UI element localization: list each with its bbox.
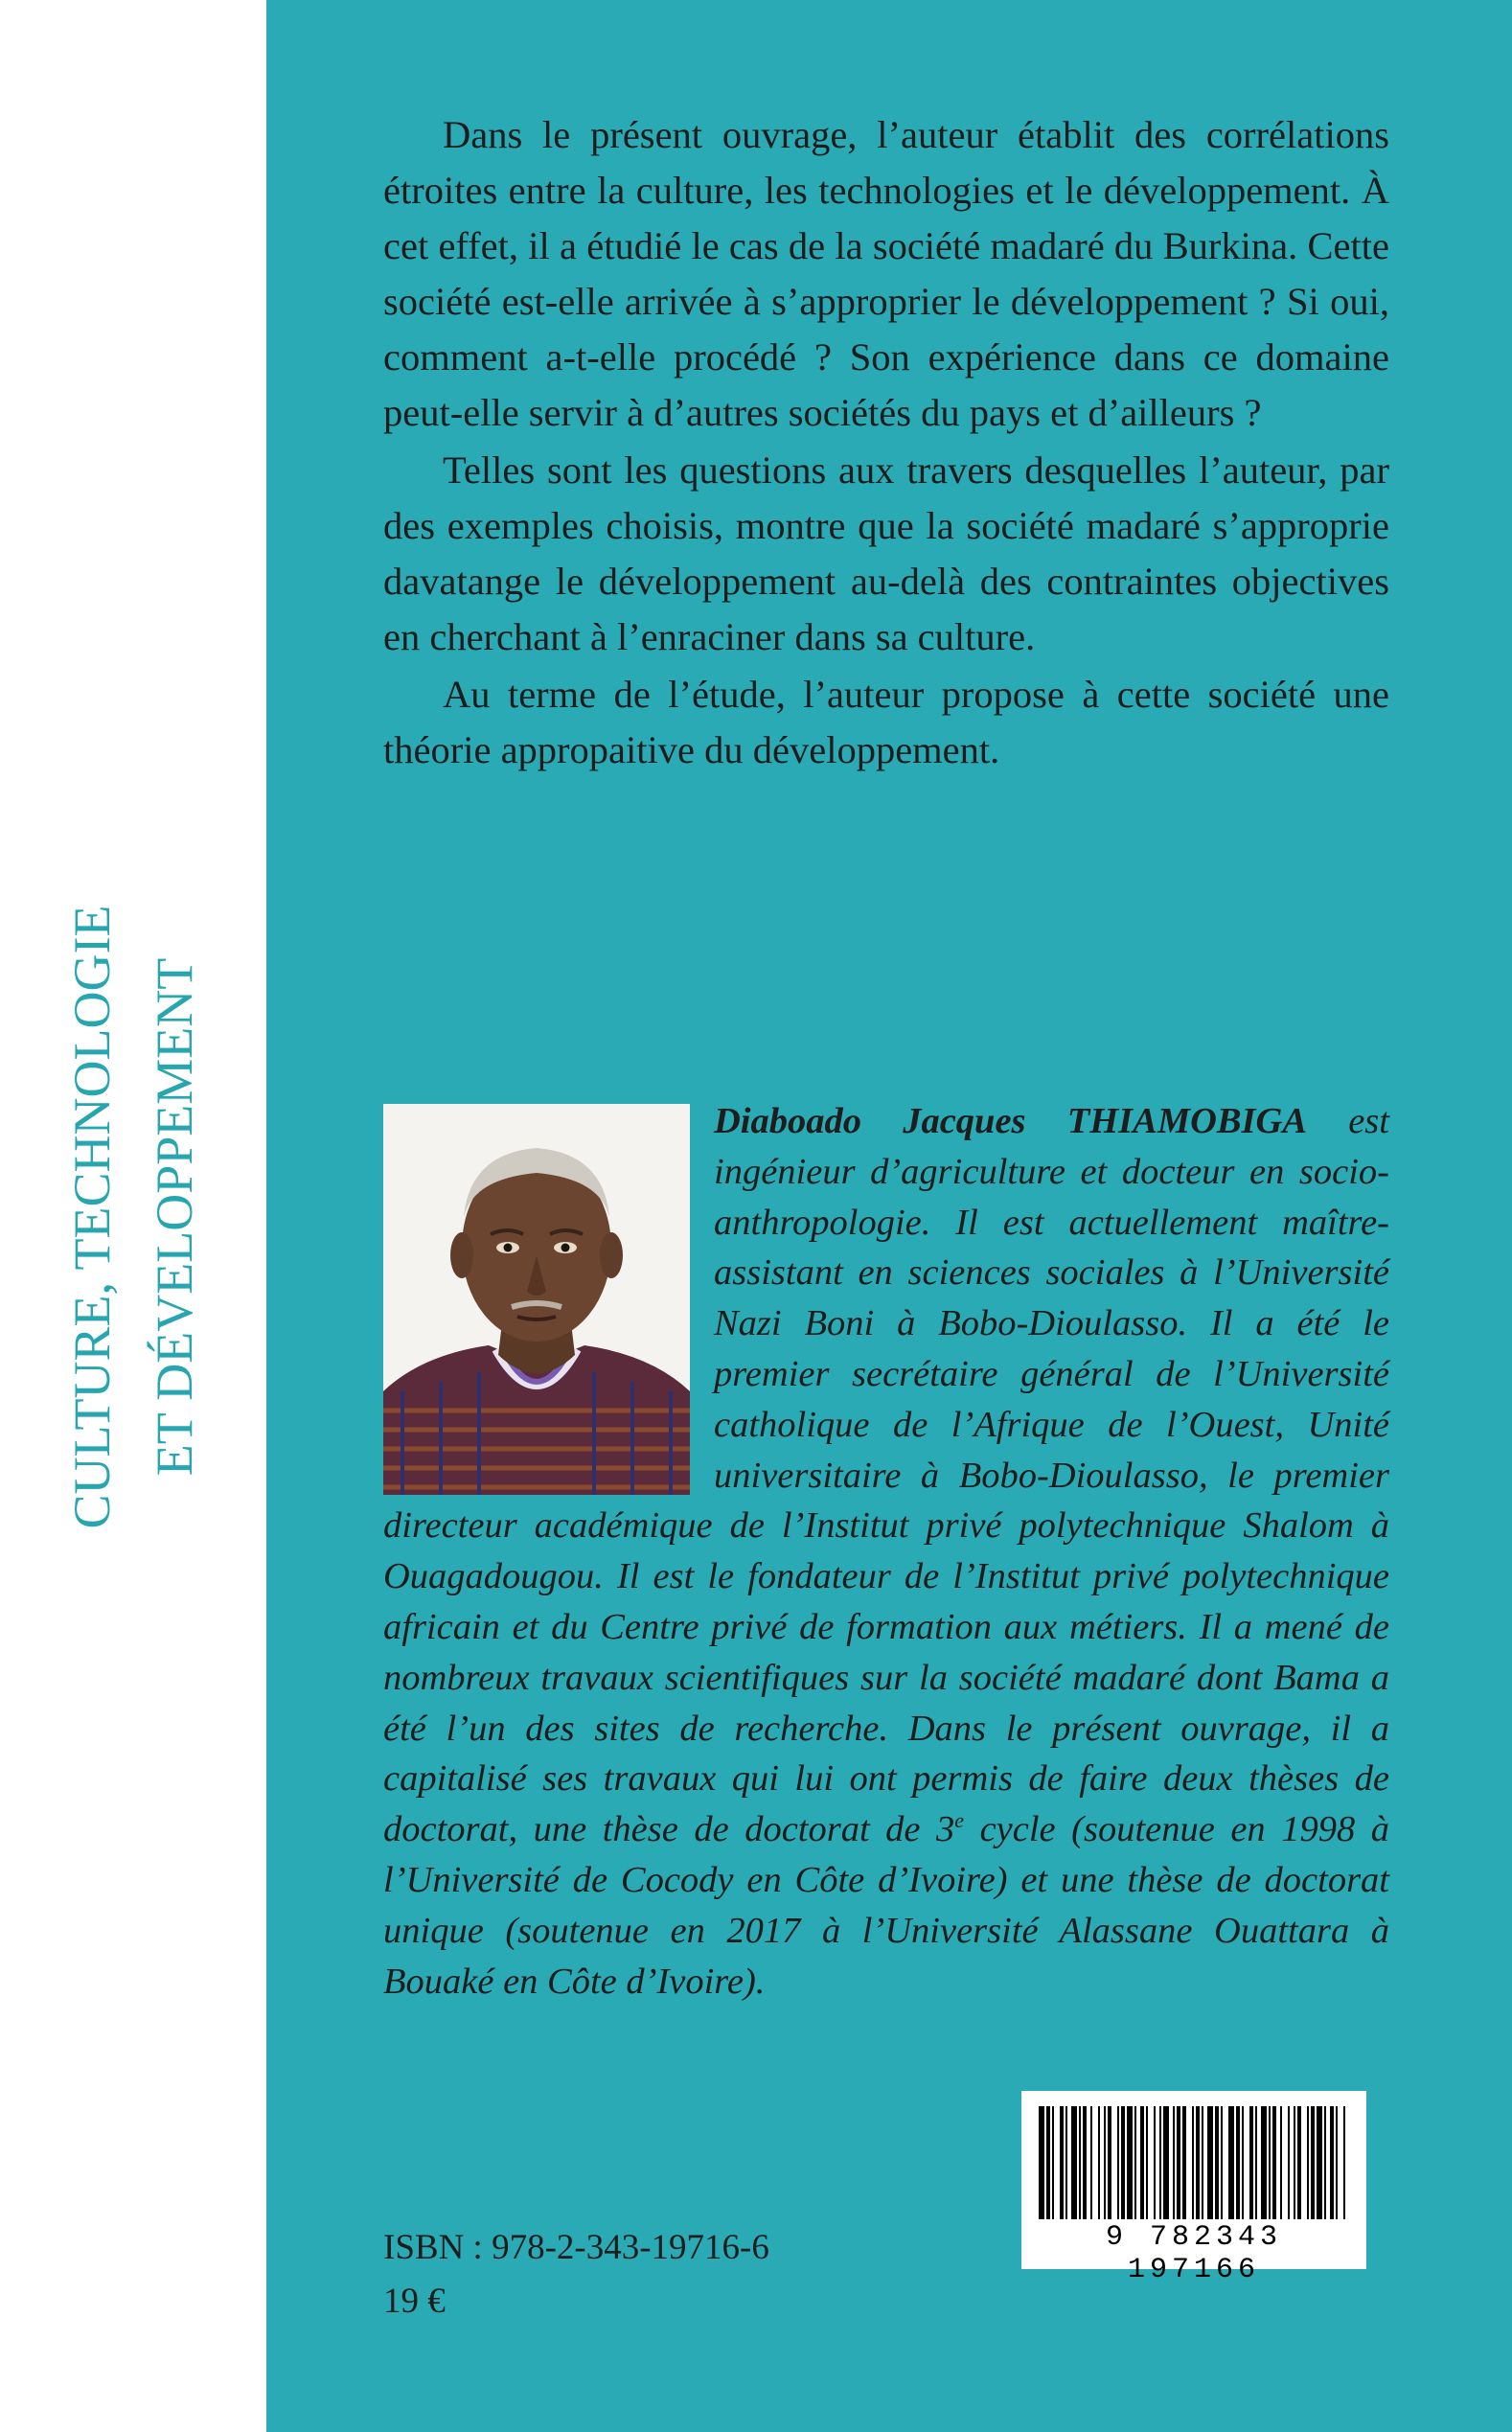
barcode-bar [1121,2106,1125,2219]
barcode-bar [1311,2106,1315,2219]
barcode-bar [1207,2106,1213,2219]
barcode-bar [1104,2106,1106,2219]
spine-title [51,690,216,1744]
barcode-bar [1294,2106,1295,2219]
barcode-bar [1269,2106,1271,2219]
back-cover-panel [266,0,1512,2432]
barcode-bar [1046,2106,1050,2219]
barcode-bar [1228,2106,1234,2219]
spine-title-line-1: CULTURE, TECHNOLOGIE [63,905,121,1529]
isbn-text: ISBN : 978-2-343-19716-6 [383,2228,769,2267]
barcode-bar [1215,2106,1219,2219]
barcode-bar [1182,2106,1186,2219]
barcode-bar [1163,2106,1169,2219]
barcode-bar [1336,2106,1338,2219]
author-bio-text-end: cycle (soutenue en 1998 à l’Université de Cocody en Côte d’Ivoire) et une thèse de doctorat unique (soutenue en 2017 à l’Université Alassane Ouattara à Bouaké en Côte d’Ivoire). [383,1809,1389,2002]
barcode-bar [1060,2106,1064,2219]
barcode-bar [1083,2106,1087,2219]
barcode-number: 9 782343 197166 [1105,2221,1283,2286]
barcode-bar [1052,2106,1054,2219]
barcode-bar [1330,2106,1334,2219]
author-bio-superscript: e [954,1808,965,1833]
barcode-bar [1134,2106,1136,2219]
spine-title-line-2: ET DÉVELOPPEMENT [146,957,203,1477]
barcode-bar [1280,2106,1282,2219]
barcode-bar [1079,2106,1081,2219]
barcode-bar [1196,2106,1200,2219]
barcode-bar [1146,2106,1148,2219]
barcode-bar [1065,2106,1067,2219]
barcode-bar [1039,2106,1044,2219]
blurb-paragraph-1: Dans le présent ouvrage, l’auteur établit des corrélations étroites entre la culture, les technologies et le développement. À cet effet, il a étudié le cas de la société madaré du Burkina. Cette société est-elle arrivée à s’approprier le développement ? Si oui, comment a-t-elle procédé ? Son expérience dans ce domaine peut-elle servir à d’autres sociétés du pays et d’ailleurs ? [383,113,1389,434]
barcode-bar [1255,2106,1257,2219]
barcode-bar [1192,2106,1194,2219]
barcode-bar [1261,2106,1267,2219]
barcode-bar [1307,2106,1309,2219]
price-text: 19 € [383,2282,446,2321]
author-bio-text: est ingénieur d’agriculture et docteur en socio-anthropologie. Il est actuellement maître-assistant en sciences sociales à l’Université Nazi Boni à Bobo-Dioulasso. Il a été le premier secrétaire général de l’Université catholique de l’Afrique de l’Ouest, Unité universitaire à Bobo-Dioulasso, le premier directeur académique de l’Institut privé polytechnique Shalom à Ouagadougou. Il est le fondateur de l’Institut privé polytechnique africain et du Centre privé de formation aux métiers. Il a mené de nombreux travaux scientifiques sur la société madaré dont Bama a été l’un des sites de recherche. Dans le présent ouvrage, il a capitalisé ses travaux qui lui ont permis de faire deux thèses de doctorat, une thèse de doctorat de 3 [383,1101,1389,1850]
barcode-bar [1242,2106,1244,2219]
barcode-bar [1343,2106,1345,2219]
barcode [1021,2091,1366,2286]
barcode-bar [1108,2106,1111,2219]
blurb [383,107,1389,780]
barcode-bar [1140,2106,1144,2219]
barcode-bar [1154,2106,1156,2219]
barcode-bar [1249,2106,1253,2219]
author-bio [383,1096,1389,2007]
barcode-bar [1324,2106,1326,2219]
barcode-bar [1098,2106,1100,2219]
barcode-bars [1035,2106,1353,2219]
barcode-bar [1177,2106,1180,2219]
barcode-bar [1272,2106,1276,2219]
barcode-bar [1202,2106,1203,2219]
spine [0,0,266,2432]
blurb-paragraph-3: Au terme de l’étude, l’auteur propose à cette société une théorie appropaitive du développement. [383,673,1389,771]
publication-info [383,2221,769,2329]
barcode-bar [1090,2106,1092,2219]
barcode-bar [1117,2106,1119,2219]
barcode-bar [1297,2106,1301,2219]
photo-wrap-spacer [383,1096,714,1499]
barcode-bar [1288,2106,1290,2219]
author-name: Diaboado Jacques THIAMOBIGA [714,1101,1308,1141]
barcode-bar [1221,2106,1223,2219]
barcode-bar [1173,2106,1175,2219]
barcode-bar [1127,2106,1133,2219]
barcode-bar [1071,2106,1077,2219]
barcode-bar [1317,2106,1322,2219]
barcode-bar [1236,2106,1240,2219]
barcode-bar [1159,2106,1161,2219]
blurb-paragraph-2: Telles sont les questions aux travers desquelles l’auteur, par des exemples choisis, montre que la société madaré s’approprie davatange le développement au-delà des contraintes objectives en cherchant à l’enraciner dans sa culture. [383,448,1389,658]
